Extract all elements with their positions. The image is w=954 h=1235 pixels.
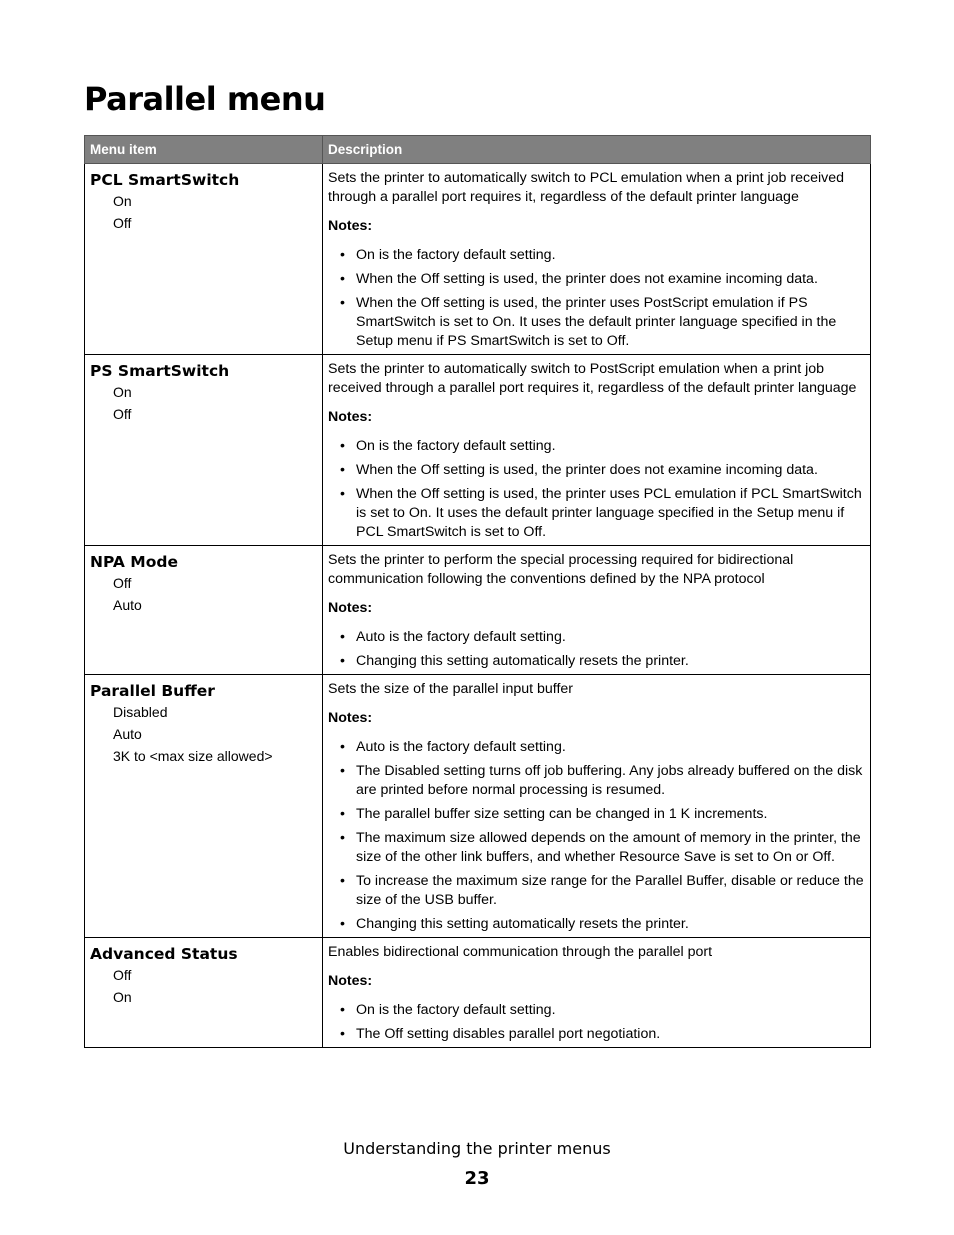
notes-label: Notes: (328, 710, 373, 726)
menu-item-option: Auto (113, 726, 142, 742)
column-header-menu-item: Menu item (85, 136, 323, 164)
menu-item-option: Auto (113, 597, 142, 613)
menu-item-option: On (113, 384, 132, 400)
table-row (85, 546, 871, 675)
note-text: Auto is the factory default setting. (356, 629, 566, 645)
bullet-icon: • (340, 486, 345, 502)
table-row (85, 675, 871, 938)
notes-label: Notes: (328, 973, 373, 989)
note-text: The Off setting disables parallel port negotiation. (356, 1026, 661, 1042)
menu-item-name: Advanced Status (90, 945, 238, 963)
description-text: Enables bidirectional communication through the parallel port (328, 944, 713, 960)
note-item (328, 628, 866, 647)
bullet-icon: • (340, 462, 345, 478)
parallel-menu-table (84, 135, 871, 1048)
note-item (328, 270, 866, 289)
notes-label: Notes: (328, 409, 373, 425)
note-text: Auto is the factory default setting. (356, 739, 566, 755)
note-item (328, 762, 866, 800)
bullet-icon: • (340, 653, 345, 669)
note-item (328, 437, 866, 456)
menu-item-option: Off (113, 967, 132, 983)
notes-list (328, 1001, 866, 1044)
menu-item-cell (85, 164, 323, 355)
note-item (328, 461, 866, 480)
note-text: When the Off setting is used, the printer does not examine incoming data. (356, 462, 818, 478)
menu-item-name: PCL SmartSwitch (90, 171, 240, 189)
note-item (328, 485, 866, 542)
note-text: On is the factory default setting. (356, 247, 556, 263)
note-text: On is the factory default setting. (356, 438, 556, 454)
menu-item-name: PS SmartSwitch (90, 362, 230, 380)
note-item (328, 294, 866, 351)
description-cell (323, 675, 871, 938)
description-text: Sets the printer to perform the special processing required for bidirectional communication following the conventions defined by the NPA protocol (328, 552, 794, 587)
description-text: Sets the printer to automatically switch to PCL emulation when a print job received through a parallel port requires it, regardless of the default printer language (328, 170, 845, 205)
footer-section-title: Understanding the printer menus (343, 1139, 611, 1158)
menu-item-option: Disabled (113, 704, 168, 720)
description-cell (323, 546, 871, 675)
table-row (85, 164, 871, 355)
notes-list (328, 738, 866, 934)
note-text: The maximum size allowed depends on the amount of memory in the printer, the size of the other link buffers, and whether Resource Save is set to On or Off. (356, 830, 861, 865)
notes-list (328, 628, 866, 671)
note-text: The parallel buffer size setting can be changed in 1 K increments. (356, 806, 768, 822)
bullet-icon: • (340, 916, 345, 932)
note-item (328, 829, 866, 867)
note-text: Changing this setting automatically resets the printer. (356, 916, 689, 932)
note-text: To increase the maximum size range for the Parallel Buffer, disable or reduce the size of the USB buffer. (356, 873, 864, 908)
description-cell (323, 938, 871, 1048)
note-text: Changing this setting automatically resets the printer. (356, 653, 689, 669)
note-item (328, 1001, 866, 1020)
bullet-icon: • (340, 1026, 345, 1042)
note-item (328, 872, 866, 910)
menu-item-cell (85, 546, 323, 675)
notes-label: Notes: (328, 600, 373, 616)
notes-list (328, 246, 866, 351)
menu-item-option: On (113, 193, 132, 209)
bullet-icon: • (340, 830, 345, 846)
description-text: Sets the printer to automatically switch to PostScript emulation when a print job received through a parallel port requires it, regardless of the default printer language (328, 361, 857, 396)
note-item (328, 652, 866, 671)
table-body (85, 164, 871, 1048)
menu-item-option: Off (113, 215, 132, 231)
note-item (328, 738, 866, 757)
menu-item-option: Off (113, 575, 132, 591)
bullet-icon: • (340, 806, 345, 822)
bullet-icon: • (340, 629, 345, 645)
menu-item-cell (85, 938, 323, 1048)
menu-item-option: Off (113, 406, 132, 422)
description-text: Sets the size of the parallel input buffer (328, 681, 574, 697)
note-text: When the Off setting is used, the printer does not examine incoming data. (356, 271, 818, 287)
column-header-description: Description (323, 136, 871, 164)
note-item (328, 1025, 866, 1044)
menu-item-option: 3K to <max size allowed> (113, 748, 273, 764)
table-row (85, 355, 871, 546)
description-cell (323, 355, 871, 546)
note-item (328, 805, 866, 824)
bullet-icon: • (340, 763, 345, 779)
notes-label: Notes: (328, 218, 373, 234)
menu-item-cell (85, 355, 323, 546)
note-item (328, 246, 866, 265)
page-title: Parallel menu (84, 80, 326, 118)
description-cell (323, 164, 871, 355)
table-header-row (85, 136, 871, 164)
menu-item-name: Parallel Buffer (90, 682, 215, 700)
note-text: The Disabled setting turns off job buffering. Any jobs already buffered on the disk are printed before normal processing is resumed. (356, 763, 863, 798)
bullet-icon: • (340, 873, 345, 889)
notes-list (328, 437, 866, 542)
note-text: When the Off setting is used, the printer uses PostScript emulation if PS SmartSwitch is set to On. It uses the default printer language specified in the Setup menu if PS SmartSwitch is set to Off. (356, 295, 837, 349)
note-item (328, 915, 866, 934)
note-text: When the Off setting is used, the printer uses PCL emulation if PCL SmartSwitch is set to On. It uses the default printer language specified in the Setup menu if PCL SmartSwitch is set to Off. (356, 486, 862, 540)
bullet-icon: • (340, 1002, 345, 1018)
menu-item-name: NPA Mode (90, 553, 178, 571)
bullet-icon: • (340, 739, 345, 755)
table-row (85, 938, 871, 1048)
bullet-icon: • (340, 271, 345, 287)
page-number: 23 (464, 1168, 490, 1189)
menu-item-cell (85, 675, 323, 938)
note-text: On is the factory default setting. (356, 1002, 556, 1018)
menu-item-option: On (113, 989, 132, 1005)
bullet-icon: • (340, 295, 345, 311)
bullet-icon: • (340, 247, 345, 263)
bullet-icon: • (340, 438, 345, 454)
